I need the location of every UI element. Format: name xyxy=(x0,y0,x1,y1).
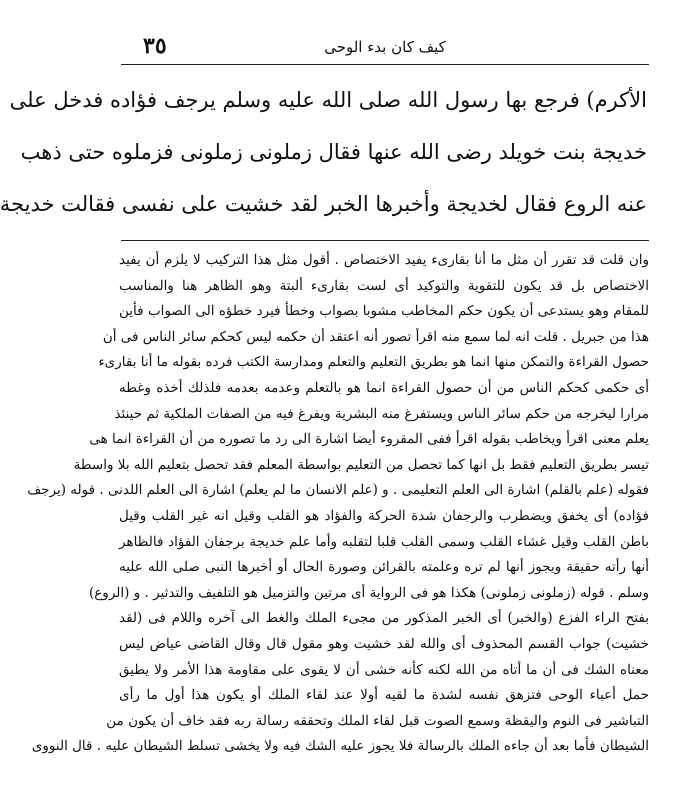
commentary-line: هذا من جبريل . قلت انه لما سمع منه اقرأ تصور أنه اعتقد أن حكمه ليس كحكم سائر الناس فى أن xyxy=(102,328,649,345)
commentary-line: وسلم . قوله (زملونى زملونى) هكذا هو فى الرواية أى مرتين والتزميل هو التلفيف والتدثير . و (الروع) xyxy=(88,584,649,601)
commentary-line: فؤاده) أى يخفق ويضطرب والرجفان شدة الحركة والفؤاد هو القلب وقيل انه غير القلب وقيل xyxy=(119,507,649,524)
commentary-line: فقوله (علم بالقلم) اشارة الى العلم التعليمى . و (علم الانسان ما لم يعلم) اشارة الى العلم اللدنى . قوله (يرجف xyxy=(27,482,649,499)
commentary-line: وان قلت قد تقرر أن مثل ما أنا بقارىء يفيد الاختصاص . أقول مثل هذا التركيب لا يلزم أن يفيد xyxy=(119,252,649,268)
commentary-line: مرارا ليخرجه من حكم سائر الناس ويستفرغ منه البشرية ويفرغ فيه من الصفات الملكية ثم حينئذ xyxy=(114,405,649,422)
commentary-line: خشيت) جواب القسم المحذوف أى والله لقد خشيت وهو مقول قال وقال القاضى عياض ليس xyxy=(119,635,649,652)
commentary-line: أنها رأته حقيقة ويجوز أنها لم تره وعلمته بالقرائن وصورة الحال أو أخبرها النبى صلى الله عليه xyxy=(119,559,649,576)
commentary-line: للمقام وهو يستدعى أن يكون حكم المخاطب مشوبا بصواب وخطأ فيرد خطؤه الى الصواب فأين xyxy=(119,303,649,320)
page-number: ٣٥ xyxy=(143,33,167,59)
commentary-line: باطن القلب وقيل غشاء القلب وسمى القلب قلبا لتقلبه وأما علم خديجة برجفان الفؤاد فالظاهر xyxy=(119,533,649,550)
hadith-line: الأكرم) فرجع بها رسول الله صلى الله عليه وسلم يرجف فؤاده فدخل على xyxy=(9,88,647,112)
commentary-line: تيسر بطريق التعليم فقط بل انها كما تحصل من التعليم بواسطة المعلم فقد تحصل بتعليم الله بلا واسطة xyxy=(73,456,649,473)
section-divider xyxy=(121,240,649,241)
commentary-line: الاختصاص بل قد يكون للتقوية والتوكيد أى لست بقارىء ألبتة وهو الظاهر هنا والمناسب xyxy=(119,277,649,294)
page-header xyxy=(121,30,649,64)
hadith-text xyxy=(0,74,647,230)
commentary-line: التباشير فى النوم واليقظة وسمع الصوت قبل لقاء الملك وتحققه رسالة ربه فقد خاف أن يكون من xyxy=(106,712,649,729)
hadith-line: خديجة بنت خويلد رضى الله عنها فقال زملونى زملونى فزملوه حتى ذهب xyxy=(20,140,647,164)
commentary-line: بفتح الراء الفزع (والخبر) أى الخبر المذكور من مجىء الملك والغط الى آخره واللام فى (لقد xyxy=(119,610,649,627)
commentary-line: حمل أعباء الوحى فتزهق نفسه لشدة ما لقيه أولا عند لقاء الملك أو يكون هذا أول ما رأى xyxy=(119,687,649,704)
commentary-line: حصول القراءة والتمكن منها انما هو بطريق التعليم والتعلم ومدارسة الكتب فرده بقوله ما أنا بقارىء xyxy=(98,354,649,371)
hadith-line: عنه الروع فقال لخديجة وأخبرها الخبر لقد خشيت على نفسى فقالت خديجة xyxy=(0,192,647,216)
commentary-line: أى حكمى كحكم الناس من أن حصول القراءة انما هو بالتعلم وعدمه بعدمه فلذلك أخذه وغطه xyxy=(119,379,649,396)
running-title: كيف كان بدء الوحى xyxy=(324,38,446,56)
commentary-line: معناه الشك فى أن ما أتاه من الله لكنه كأنه خشى أن لا يقوى على مقاومة هذا الأمر ولا يطيق xyxy=(119,661,649,678)
header-rule xyxy=(121,64,649,65)
commentary-line: يعلم معنى اقرأ ويخاطب بقوله اقرأ ففى المقروء أيضا اشارة الى رد ما تصوره من أن القراءة انما هى xyxy=(89,431,649,448)
commentary-line: الشيطان فأما بعد أن جاءه الملك بالرسالة فلا يجوز عليه الشك فيه ولا يخشى تسلط الشيطان عليه . قال النووى xyxy=(31,738,649,755)
commentary-text xyxy=(27,248,649,760)
